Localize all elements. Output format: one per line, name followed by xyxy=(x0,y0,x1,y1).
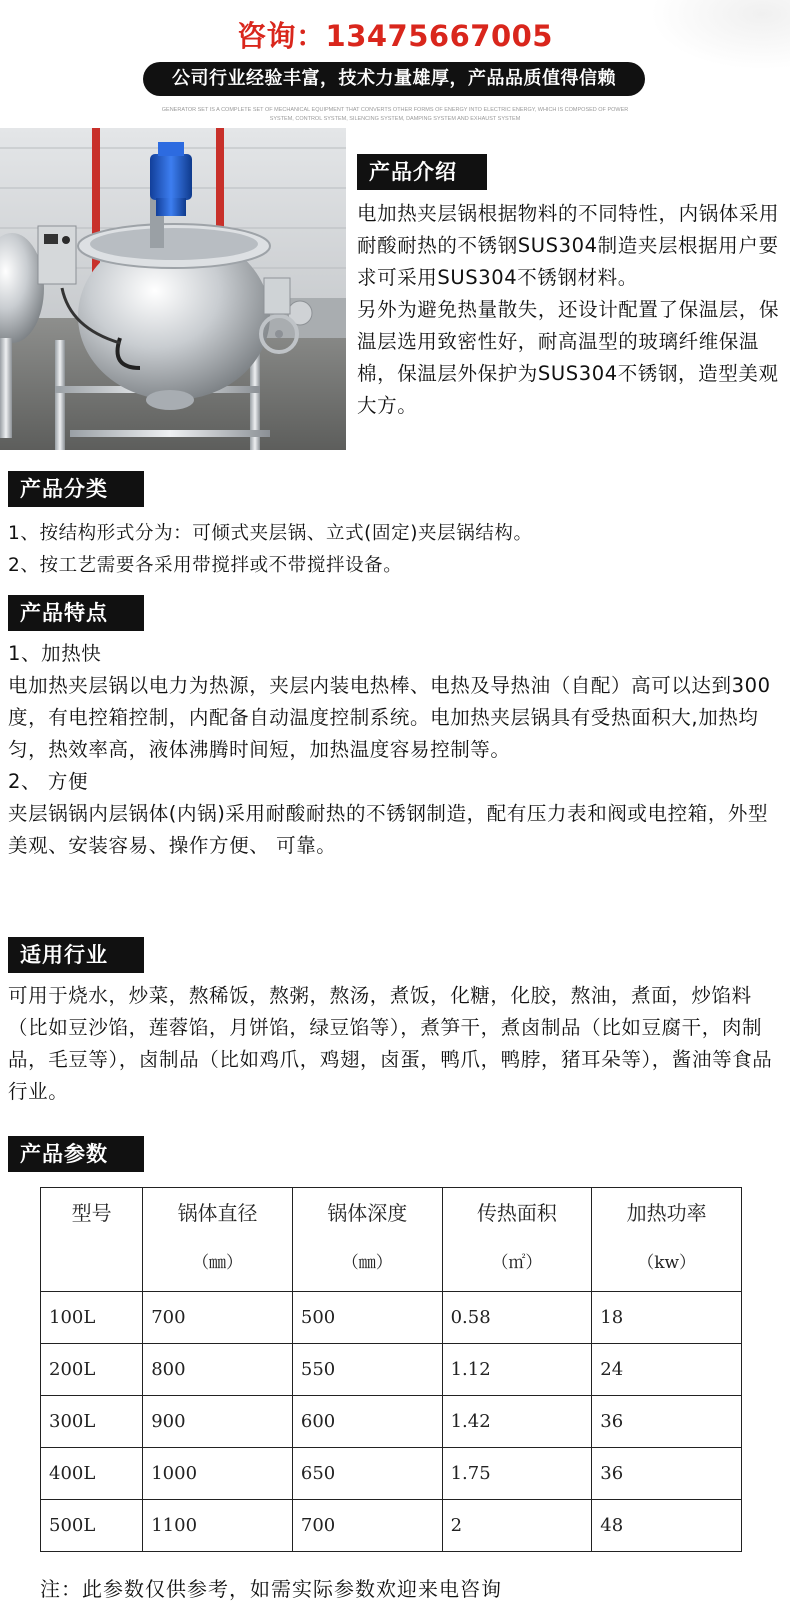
section-heading-industry: 适用行业 xyxy=(8,937,144,973)
table-cell: 1.12 xyxy=(442,1344,592,1396)
table-cell: 100L xyxy=(41,1292,143,1344)
feature-description: 电加热夹层锅以电力为热源，夹层内装电热棒、电热及导热油（自配）高可以达到300度，有电控箱控制，内配备自动温度控制系统。电加热夹层锅具有受热面积大,加热均匀，热效率高，液体沸腾时间短，加热温度容易控制等。 xyxy=(8,674,771,761)
table-cell: 800 xyxy=(143,1344,293,1396)
product-photo xyxy=(0,128,346,450)
list-item: 2、按工艺需要各采用带搅拌或不带搅拌设备。 xyxy=(8,555,403,576)
param-table xyxy=(40,1187,742,1552)
column-header: 传热面积 （㎡） xyxy=(442,1188,592,1292)
feature-description: 夹层锅锅内层锅体(内锅)采用耐酸耐热的不锈钢制造，配有压力表和阀或电控箱，外型美观、安装容易、操作方便、 可靠。 xyxy=(8,802,769,857)
table-cell: 200L xyxy=(41,1344,143,1396)
table-cell: 36 xyxy=(592,1396,742,1448)
slogan-banner: 公司行业经验丰富，技术力量雄厚，产品品质值得信赖 xyxy=(143,62,645,96)
table-row xyxy=(41,1344,742,1396)
intro-paragraph: 电加热夹层锅根据物料的不同特性，内锅体采用耐酸耐热的不锈钢SUS304制造夹层根据用户要求可采用SUS304不锈钢材料。 xyxy=(357,202,780,289)
table-row xyxy=(41,1292,742,1344)
list-item: 1、按结构形式分为：可倾式夹层锅、立式(固定)夹层锅结构。 xyxy=(8,523,533,544)
column-header: 加热功率 （kw） xyxy=(592,1188,742,1292)
feature-title: 1、加热快 xyxy=(8,642,102,665)
table-cell: 900 xyxy=(143,1396,293,1448)
decorative-english-caption: GENERATOR SET IS A COMPLETE SET OF MECHANICAL EQUIPMENT THAT CONVERTS OTHER FORMS OF ENERGY INTO ELECTRIC ENERGY, WHICH IS COMPOSED OF POWER SYSTEM, CONTROL SYSTEM, SILENCING SYSTEM, DAMPING SYSTEM AND EXHAUST SYSTEM xyxy=(161,107,629,122)
table-cell: 48 xyxy=(592,1500,742,1552)
section-heading-features: 产品特点 xyxy=(8,595,144,631)
intro-text xyxy=(357,198,787,422)
column-header: 锅体直径 （㎜） xyxy=(143,1188,293,1292)
table-cell: 550 xyxy=(292,1344,442,1396)
table-cell: 36 xyxy=(592,1448,742,1500)
table-cell: 650 xyxy=(292,1448,442,1500)
table-cell: 500L xyxy=(41,1500,143,1552)
param-footnote: 注：此参数仅供参考，如需实际参数欢迎来电咨询 xyxy=(40,1577,502,1601)
table-cell: 600 xyxy=(292,1396,442,1448)
jacketed-kettle-illustration xyxy=(0,128,346,450)
table-cell: 2 xyxy=(442,1500,592,1552)
table-cell: 18 xyxy=(592,1292,742,1344)
column-header: 锅体深度 （㎜） xyxy=(292,1188,442,1292)
table-cell: 300L xyxy=(41,1396,143,1448)
table-cell: 1.75 xyxy=(442,1448,592,1500)
table-cell: 1000 xyxy=(143,1448,293,1500)
feature-title: 2、 方便 xyxy=(8,770,89,793)
table-cell: 700 xyxy=(143,1292,293,1344)
table-row xyxy=(41,1396,742,1448)
table-cell: 24 xyxy=(592,1344,742,1396)
table-cell: 1.42 xyxy=(442,1396,592,1448)
table-row xyxy=(41,1448,742,1500)
section-heading-classification: 产品分类 xyxy=(8,471,144,507)
table-cell: 400L xyxy=(41,1448,143,1500)
section-heading-intro: 产品介绍 xyxy=(357,154,487,190)
table-cell: 0.58 xyxy=(442,1292,592,1344)
intro-paragraph: 另外为避免热量散失，还设计配置了保温层，保温层选用致密性好，耐高温型的玻璃纤维保温棉，保温层外保护为SUS304不锈钢，造型美观大方。 xyxy=(357,298,780,417)
table-cell: 500 xyxy=(292,1292,442,1344)
table-cell: 1100 xyxy=(143,1500,293,1552)
table-row xyxy=(41,1500,742,1552)
section-heading-params: 产品参数 xyxy=(8,1136,144,1172)
table-header-row xyxy=(41,1188,742,1292)
table-cell: 700 xyxy=(292,1500,442,1552)
industry-text: 可用于烧水，炒菜，熬稀饭，熬粥，熬汤，煮饭，化糖，化胶，熬油，煮面，炒馅料（比如豆沙馅，莲蓉馅，月饼馅，绿豆馅等），煮笋干，煮卤制品（比如豆腐干，肉制品，毛豆等），卤制品（比如鸡爪，鸡翅，卤蛋，鸭爪，鸭脖，猪耳朵等），酱油等食品行业。 xyxy=(8,984,773,1103)
classification-list xyxy=(8,518,788,582)
features-text xyxy=(8,638,788,862)
consult-phone-title: 咨询：13475667005 xyxy=(237,19,553,53)
column-header: 型号 xyxy=(41,1188,143,1292)
